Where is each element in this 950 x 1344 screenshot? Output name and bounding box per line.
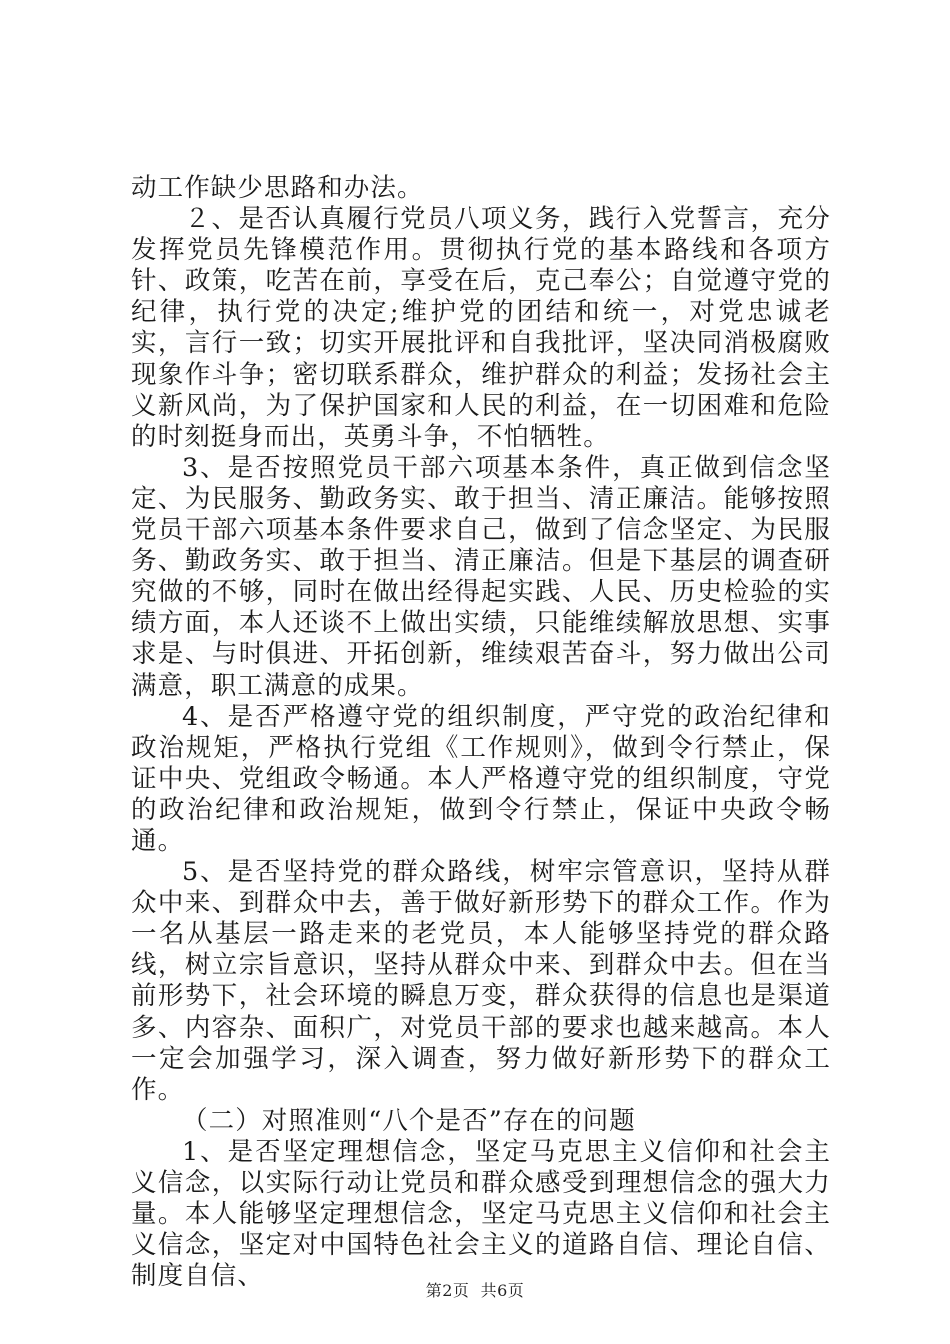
paragraph-continuation: 动工作缺少思路和办法。: [131, 173, 424, 203]
paragraph-item-4: 4、是否严格遵守党的组织制度，严守党的政治纪律和政治规矩，严格执行党组《工作规则》，做到令行禁止，保证中央、党组政令畅通。本人严格遵守党的组织制度，守党的政治纪律和政治规矩，做到令行禁止，保证中央政令畅通。: [131, 701, 831, 856]
document-body: [131, 173, 831, 1292]
page-footer: [0, 1278, 950, 1301]
paragraph-item-3: 3、是否按照党员干部六项基本条件，真正做到信念坚定、为民服务、勤政务实、敢于担当、清正廉洁。能够按照党员干部六项基本条件要求自己，做到了信念坚定、为民服务、勤政务实、敢于担当、清正廉洁。但是下基层的调查研究做的不够，同时在做出经得起实践、人民、历史检验的实绩方面，本人还谈不上做出实绩，只能维续解放思想、实事求是、与时俱进、开拓创新，维续艰苦奋斗，努力做出公司满意，职工满意的成果。: [131, 452, 831, 701]
paragraph-item-1: 1、是否坚定理想信念，坚定马克思主义信仰和社会主义信念，以实际行动让党员和群众感受到理想信念的强大力量。本人能够坚定理想信念，坚定马克思主义信仰和社会主义信念，坚定对中国特色社会主义的道路自信、理论自信、制度自信、: [131, 1136, 831, 1292]
paragraph-item-2: ２、是否认真履行党员八项义务，践行入党誓言，充分发挥党员先锋模范作用。贯彻执行党的基本路线和各项方针、政策，吃苦在前，享受在后，克己奉公；自觉遵守党的纪律，执行党的决定;维护党的团结和统一，对党忠诚老实，言行一致；切实开展批评和自我批评，坚决同消极腐败现象作斗争；密切联系群众，维护群众的利益；发扬社会主义新风尚，为了保护国家和人民的利益，在一切困难和危险的时刻挺身而出，英勇斗争，不怕牺牲。: [131, 204, 831, 452]
paragraph-item-5: 5、是否坚持党的群众路线，树牢宗管意识，坚持从群众中来、到群众中去，善于做好新形势下的群众工作。作为一名从基层一路走来的老党员，本人能够坚持党的群众路线，树立宗旨意识，坚持从群众中来、到群众中去。但在当前形势下，社会环境的瞬息万变，群众获得的信息也是渠道多、内容杂、面积广，对党员干部的要求也越来越高。本人一定会加强学习，深入调查，努力做好新形势下的群众工作。: [131, 857, 831, 1105]
page-number-label: 第2页 共6页: [425, 1281, 525, 1300]
section-heading: （二）对照准则“八个是否”存在的问题: [182, 1105, 636, 1136]
